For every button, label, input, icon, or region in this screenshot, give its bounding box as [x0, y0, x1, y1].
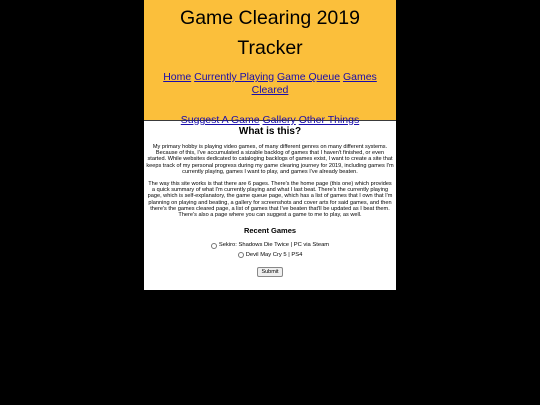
main-content [144, 125, 396, 278]
nav-link-currently-playing[interactable]: Currently Playing [194, 71, 275, 83]
recent-game-label: Sekiro: Shadows Die Twice | PC via Steam [218, 242, 330, 249]
nav-link-home[interactable]: Home [163, 71, 192, 83]
site-title [144, 0, 396, 63]
nav-link-game-queue[interactable]: Game Queue [277, 71, 341, 83]
recent-game-option [146, 251, 394, 261]
submit-button[interactable]: Submit [257, 267, 282, 277]
site-header [144, 0, 396, 126]
recent-game-radio[interactable] [238, 252, 244, 258]
nav-link-other-things[interactable]: Other Things [298, 114, 360, 126]
intro-paragraph: My primary hobby is playing video games, of many different genres on many different systems. Because of this, I've accumulated a sizable backlog of games that I haven't finished, or even started. While websites dedicated to cataloging backlogs of games exist, I want to create a site that keeps track of my personal progress during my game clearing journey for 2019, including games I'm currently playing, games I want to play, and games I've already beaten. [146, 144, 394, 175]
recent-game-label: Devil May Cry 5 | PS4 [245, 251, 303, 258]
recent-games-heading: Recent Games [243, 226, 297, 236]
recent-game-radio[interactable] [211, 243, 217, 249]
site-title-line1: Game Clearing 2019 [180, 7, 360, 29]
nav-link-gallery[interactable]: Gallery [262, 114, 296, 126]
site-title-line2: Tracker [237, 37, 303, 59]
nav-link-games-cleared[interactable]: Games Cleared [251, 71, 377, 96]
nav-link-suggest-a-game[interactable]: Suggest A Game [180, 114, 260, 126]
recent-games-form [146, 241, 394, 278]
section-heading: What is this? [238, 126, 302, 137]
page-container [144, 0, 396, 290]
recent-game-option [146, 241, 394, 251]
site-structure-paragraph: The way this site works is that there are 6 pages. There's the home page (this one) which provides a quick summary of what I'm currently playing and what I last beat. There's the currently playing page, which is self-explanatory, the game queue page, which has a list of games that I own that I'm planning on playing and beating, a gallery for screenshots and cover arts for said games, and then there's the games cleared page, a list of games that I've beaten that'll be updated as I beat them. There's also a page where you can suggest a game to me to play, as well. [147, 181, 393, 219]
nav-row-primary [144, 71, 396, 97]
